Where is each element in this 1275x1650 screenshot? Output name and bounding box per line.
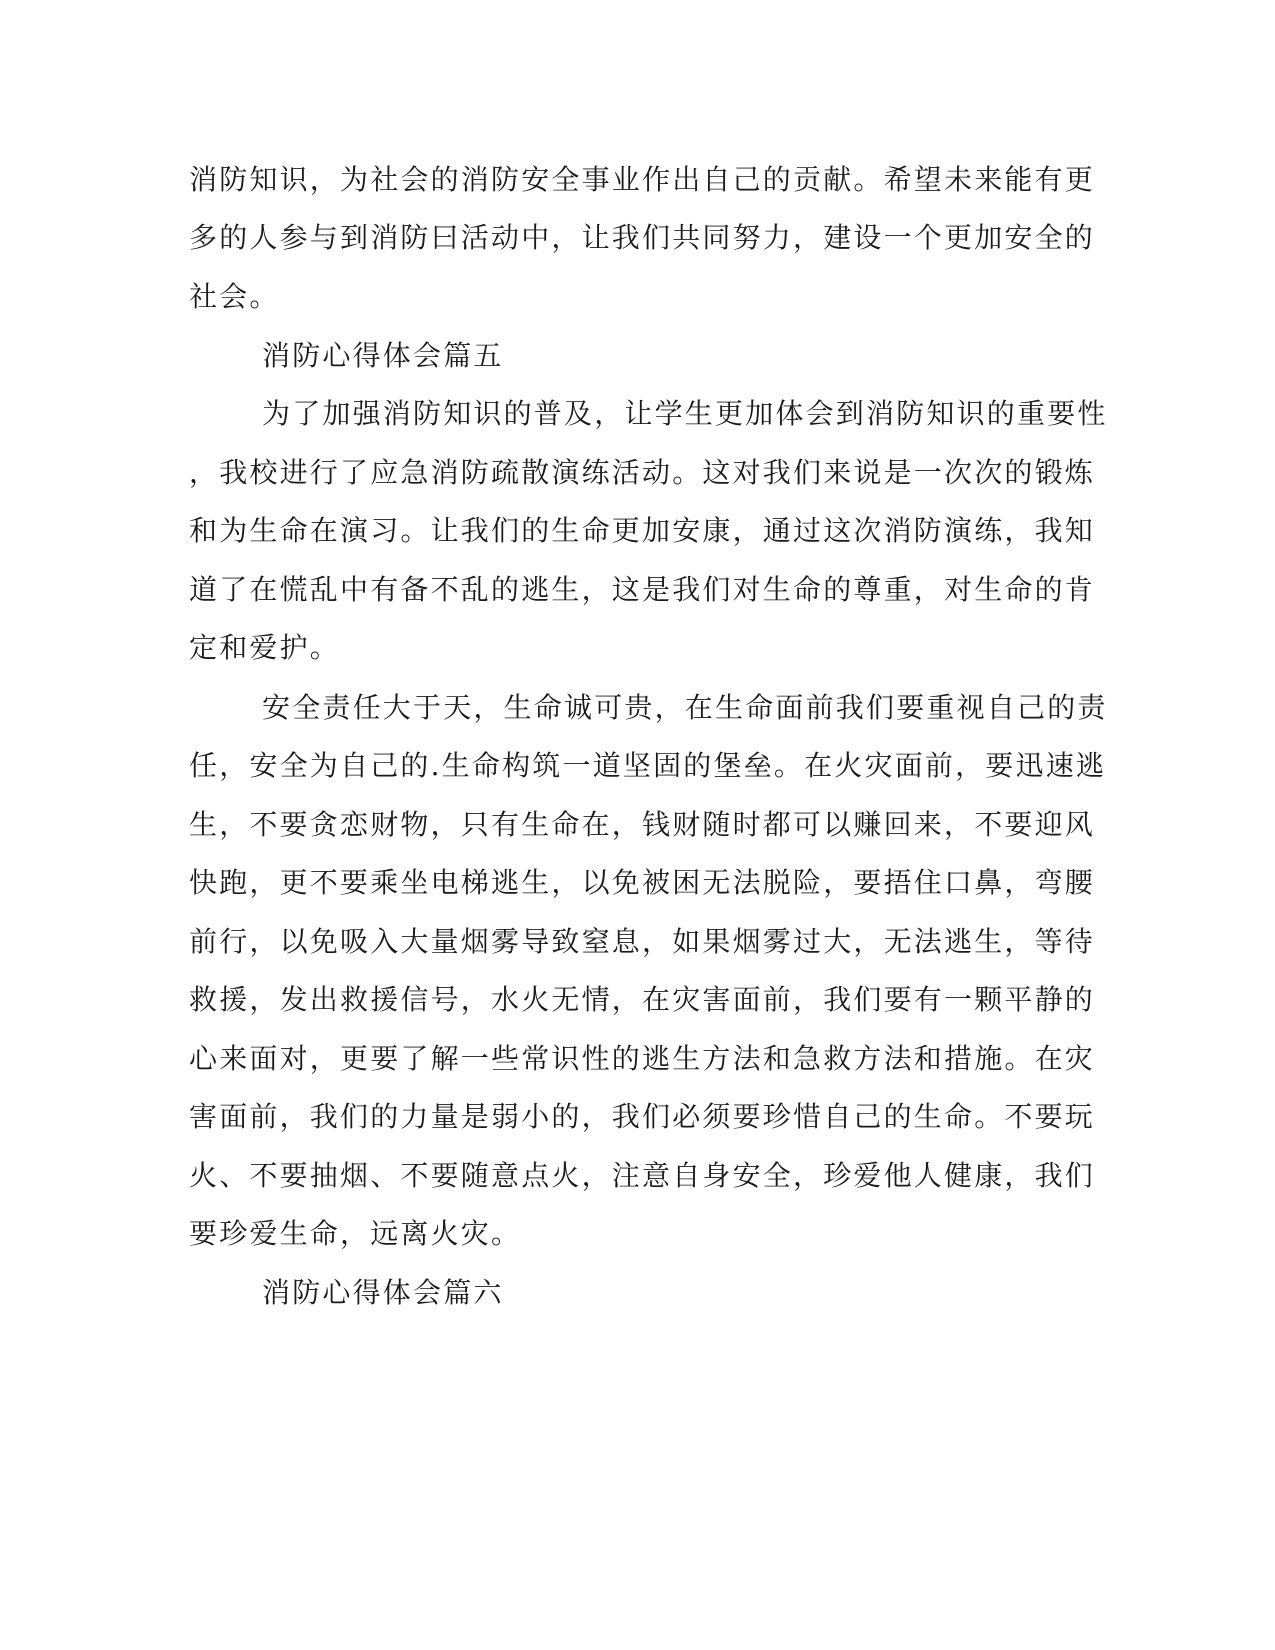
paragraph-line: 快跑，更不要乘坐电梯逃生，以免被困无法脱险，要捂住口鼻，弯腰	[189, 866, 1096, 899]
paragraph-line: 和为生命在演习。让我们的生命更加安康，通过这次消防演练，我知	[189, 514, 1096, 547]
paragraph-line: 心来面对，更要了解一些常识性的逃生方法和急救方法和措施。在灾	[189, 1042, 1096, 1075]
paragraph-line: 害面前，我们的力量是弱小的，我们必须要珍惜自己的生命。不要玩	[189, 1100, 1096, 1133]
paragraph-line: 社会。	[189, 280, 280, 313]
paragraph-line: 消防知识，为社会的消防安全事业作出自己的贡献。希望未来能有更	[189, 163, 1096, 196]
paragraph-line: 多的人参与到消防曰活动中，让我们共同努力，建设一个更加安全的	[189, 221, 1096, 254]
paragraph-line: 任，安全为自己的.生命构筑一道坚固的堡垒。在火灾面前，要迅速逃	[189, 749, 1107, 782]
paragraph-line: 火、不要抽烟、不要随意点火，注意自身安全，珍爱他人健康，我们	[189, 1159, 1096, 1192]
section-heading: 消防心得体会篇六	[262, 1276, 504, 1309]
paragraph-line: 前行，以免吸入大量烟雾导致窒息，如果烟雾过大，无法逃生，等待	[189, 925, 1096, 958]
paragraph-line: 要珍爱生命，远离火灾。	[189, 1217, 522, 1250]
paragraph-line: 生，不要贪恋财物，只有生命在，钱财随时都可以赚回来，不要迎风	[189, 808, 1096, 841]
paragraph-line: ，我校进行了应急消防疏散演练活动。这对我们来说是一次次的锻炼	[189, 456, 1096, 489]
paragraph-line: 定和爱护。	[189, 631, 341, 664]
paragraph-line: 安全责任大于天，生命诚可贵，在生命面前我们要重视自己的责	[262, 691, 1108, 724]
paragraph-line: 救援，发出救援信号，水火无情，在灾害面前，我们要有一颗平静的	[189, 983, 1096, 1016]
paragraph-line: 为了加强消防知识的普及，让学生更加体会到消防知识的重要性	[262, 397, 1108, 430]
paragraph-line: 道了在慌乱中有备不乱的逃生，这是我们对生命的尊重，对生命的肯	[189, 573, 1096, 606]
section-heading: 消防心得体会篇五	[262, 339, 504, 372]
